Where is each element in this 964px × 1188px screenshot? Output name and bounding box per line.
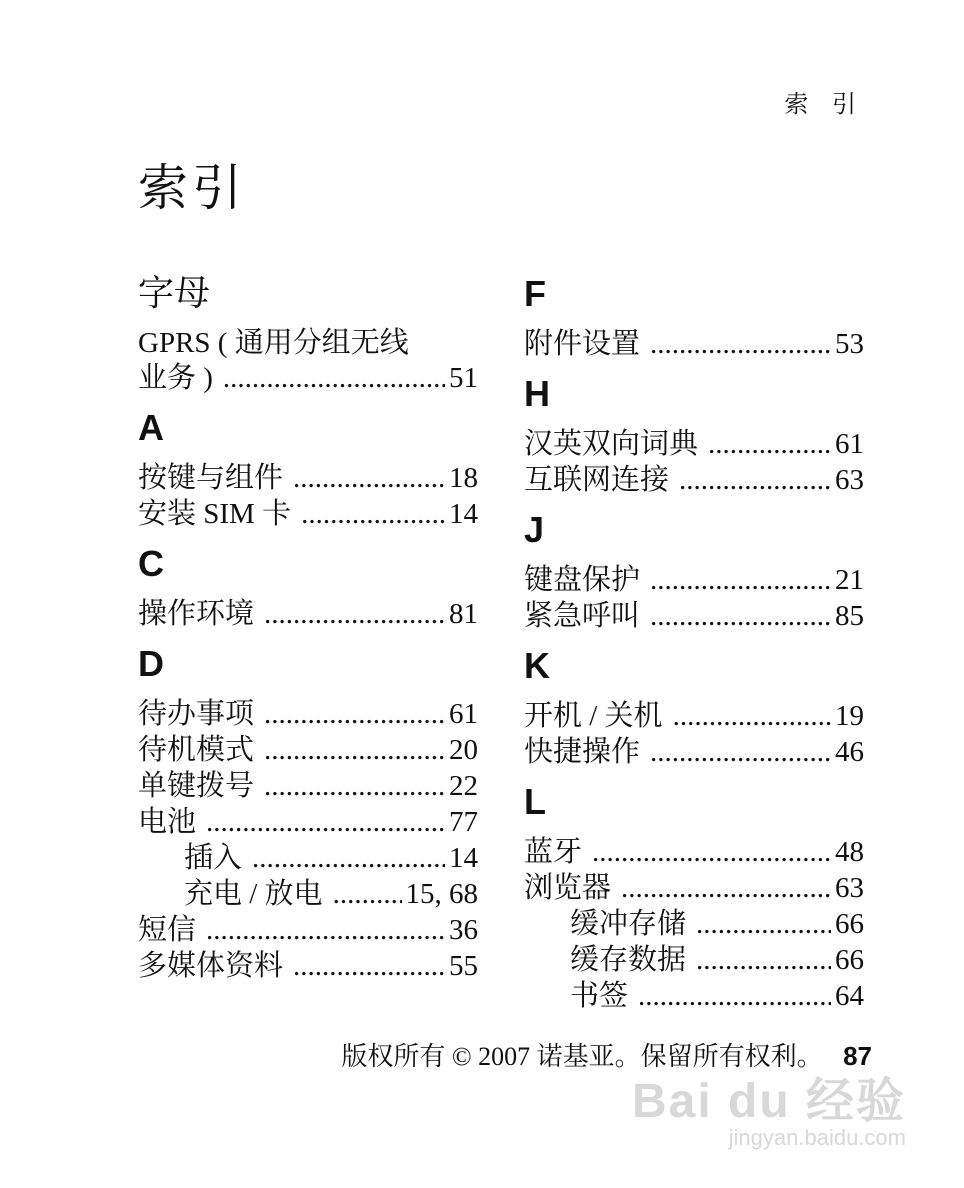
dot-leader xyxy=(696,942,831,978)
watermark-logo: Bai du 经验 xyxy=(631,1075,906,1128)
index-page: 85 xyxy=(835,600,864,632)
dot-leader xyxy=(264,732,445,768)
index-column-left xyxy=(138,270,478,984)
index-page: 63 xyxy=(835,464,864,496)
index-page: 64 xyxy=(835,980,864,1012)
index-subentry xyxy=(524,906,864,942)
index-page: 61 xyxy=(449,698,478,730)
index-term: 书签 xyxy=(570,980,629,1012)
index-entry xyxy=(524,734,864,770)
index-term: 快捷操作 xyxy=(524,736,641,768)
dot-leader xyxy=(252,840,445,876)
index-term: 插入 xyxy=(184,842,243,874)
index-term: 缓存数据 xyxy=(570,944,687,976)
index-page: 51 xyxy=(449,362,478,394)
index-entry xyxy=(138,768,478,804)
index-entry xyxy=(138,496,478,532)
index-term: 紧急呼叫 xyxy=(524,600,641,632)
dot-leader xyxy=(264,768,445,804)
index-term: 单键拨号 xyxy=(138,770,255,802)
index-term: 缓冲存储 xyxy=(570,908,687,940)
section-heading-d: D xyxy=(138,643,164,684)
index-page: 22 xyxy=(449,770,478,802)
dot-leader xyxy=(264,596,445,632)
dot-leader xyxy=(264,696,445,732)
index-term: 安装 SIM 卡 xyxy=(138,498,292,530)
index-term: 业务 ) xyxy=(138,362,213,394)
copyright-notice: 版权所有 © 2007 诺基亚。保留所有权利。 xyxy=(341,1042,823,1071)
section-heading-k: K xyxy=(524,645,550,686)
index-entry xyxy=(138,732,478,768)
index-term: 按键与组件 xyxy=(138,462,284,494)
index-page: 63 xyxy=(835,872,864,904)
index-page: 61 xyxy=(835,428,864,460)
section-heading-zimu: 字母 xyxy=(138,273,211,314)
index-page: 14 xyxy=(449,498,478,530)
index-page: 46 xyxy=(835,736,864,768)
dot-leader xyxy=(650,734,831,770)
index-term: 开机 / 关机 xyxy=(524,700,663,732)
index-term: 附件设置 xyxy=(524,328,641,360)
page-number: 87 xyxy=(843,1041,872,1071)
dot-leader xyxy=(638,978,831,1014)
dot-leader xyxy=(696,906,831,942)
index-page: 81 xyxy=(449,598,478,630)
index-term: 互联网连接 xyxy=(524,464,670,496)
index-page: 14 xyxy=(449,842,478,874)
index-entry xyxy=(524,834,864,870)
dot-leader xyxy=(650,562,831,598)
index-entry xyxy=(138,460,478,496)
dot-leader xyxy=(223,360,445,396)
dot-leader xyxy=(206,912,445,948)
dot-leader xyxy=(333,876,402,912)
index-term: 待机模式 xyxy=(138,734,255,766)
index-entry xyxy=(524,698,864,734)
dot-leader xyxy=(301,496,445,532)
dot-leader xyxy=(650,598,831,634)
index-entry xyxy=(524,462,864,498)
index-subentry xyxy=(524,942,864,978)
index-page: 18 xyxy=(449,462,478,494)
index-entry xyxy=(524,870,864,906)
index-term: 键盘保护 xyxy=(524,564,641,596)
dot-leader xyxy=(592,834,831,870)
index-term: 操作环境 xyxy=(138,598,255,630)
dot-leader xyxy=(673,698,831,734)
dot-leader xyxy=(679,462,831,498)
page-title: 索引 xyxy=(138,159,246,217)
index-term: 蓝牙 xyxy=(524,836,583,868)
dot-leader xyxy=(206,804,445,840)
dot-leader xyxy=(708,426,831,462)
index-entry xyxy=(138,596,478,632)
index-entry xyxy=(138,696,478,732)
index-term-gprs-line1: GPRS ( 通用分组无线 xyxy=(138,327,409,359)
index-term: 充电 / 放电 xyxy=(184,878,323,910)
section-heading-c: C xyxy=(138,543,164,584)
index-entry xyxy=(524,326,864,362)
index-entry xyxy=(138,804,478,840)
dot-leader xyxy=(621,870,831,906)
section-heading-h: H xyxy=(524,373,550,414)
index-term: 电池 xyxy=(138,806,197,838)
index-page: 55 xyxy=(449,950,478,982)
index-subentry xyxy=(138,876,478,912)
running-head: 索 引 xyxy=(784,90,864,118)
index-term: 多媒体资料 xyxy=(138,950,284,982)
index-entry xyxy=(138,948,478,984)
index-page: 53 xyxy=(835,328,864,360)
index-term: 待办事项 xyxy=(138,698,255,730)
index-term: 浏览器 xyxy=(524,872,612,904)
index-page: 77 xyxy=(449,806,478,838)
index-page: 15, 68 xyxy=(405,878,478,910)
index-page: 21 xyxy=(835,564,864,596)
index-entry xyxy=(138,912,478,948)
watermark-url: jingyan.baidu.com xyxy=(728,1125,906,1150)
index-entry xyxy=(524,598,864,634)
index-page: 20 xyxy=(449,734,478,766)
baidu-watermark xyxy=(632,1062,906,1151)
section-heading-l: L xyxy=(524,781,546,822)
section-heading-a: A xyxy=(138,407,164,448)
index-subentry xyxy=(524,978,864,1014)
index-term: 短信 xyxy=(138,914,197,946)
index-page: 66 xyxy=(835,944,864,976)
index-page: 66 xyxy=(835,908,864,940)
index-column-right xyxy=(524,270,864,1014)
index-page: 48 xyxy=(835,836,864,868)
dot-leader xyxy=(293,460,445,496)
index-entry xyxy=(524,426,864,462)
index-page: 36 xyxy=(449,914,478,946)
index-entry-gprs xyxy=(138,360,478,396)
index-term: 汉英双向词典 xyxy=(524,428,699,460)
dot-leader xyxy=(650,326,831,362)
index-page: 19 xyxy=(835,700,864,732)
index-entry xyxy=(524,562,864,598)
index-subentry xyxy=(138,840,478,876)
section-heading-f: F xyxy=(524,273,546,314)
dot-leader xyxy=(293,948,445,984)
section-heading-j: J xyxy=(524,509,545,550)
